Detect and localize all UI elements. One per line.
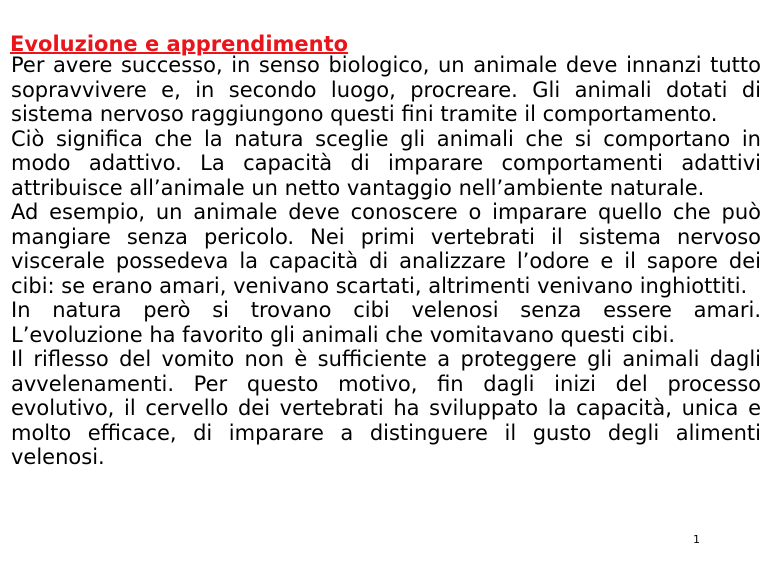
paragraph-4: In natura però si trovano cibi velenosi senza essere amari. L’evoluzione ha favorito gli animali che vomitavano questi cibi. xyxy=(11,298,761,347)
slide-title: Evoluzione e apprendimento xyxy=(10,32,349,56)
paragraph-1: Per avere successo, in senso biologico, un animale deve innanzi tutto sopravvivere e, in secondo luogo, procreare. Gli animali dotati di sistema nervoso raggiungono questi fini tramite il comportamento. xyxy=(11,53,761,126)
slide-body xyxy=(11,53,761,470)
page-number: 1 xyxy=(693,533,700,546)
paragraph-5: Il riflesso del vomito non è sufficiente a proteggere gli animali dagli avvelenamenti. Per questo motivo, fin dagli inizi del processo evolutivo, il cervello dei vertebrati ha sviluppato la capacità, unica e molto efficace, di imparare a distinguere il gusto degli alimenti velenosi. xyxy=(11,347,761,469)
paragraph-2: Ciò significa che la natura sceglie gli animali che si comportano in modo adattivo. La capacità di imparare comportamenti adattivi attribuisce all’animale un netto vantaggio nell’ambiente naturale. xyxy=(11,126,761,200)
paragraph-3: Ad esempio, un animale deve conoscere o imparare quello che può mangiare senza pericolo. Nei primi vertebrati il sistema nervoso viscerale possedeva la capacità di analizzare l’odore e il sapore dei cibi: se erano amari, venivano scartati, altrimenti venivano inghiottiti. xyxy=(11,200,761,298)
